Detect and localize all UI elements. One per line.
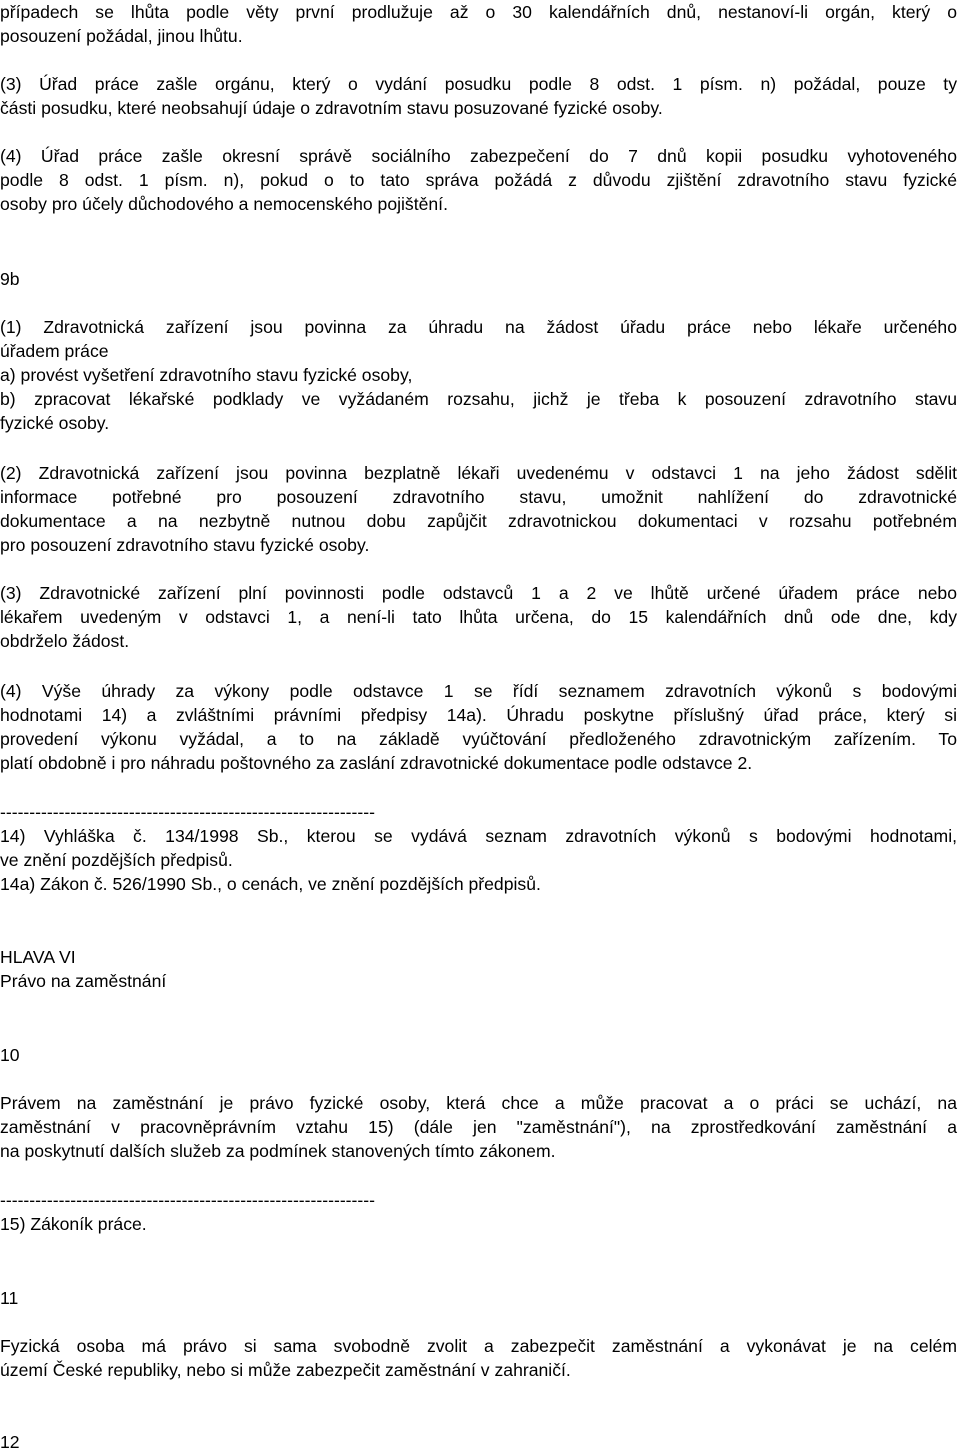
paragraph-9b-4: [0, 679, 957, 775]
section-heading-9b: [0, 267, 957, 291]
text-line: informace potřebné pro posouzení zdravotního stavu, umožnit nahlížení do zdravotnické: [0, 487, 957, 507]
footnote-line: 14a) Zákon č. 526/1990 Sb., o cenách, ve znění pozdějších předpisů.: [0, 874, 541, 894]
text-line: hodnotami 14) a zvláštními právními předpisy 14a). Úhradu poskytne příslušný úřad práce, který si: [0, 705, 957, 725]
paragraph-9b-2: [0, 461, 957, 557]
text-line: (4) Úřad práce zašle okresní správě sociálního zabezpečení do 7 dnů kopii posudku vyhotoveného: [0, 146, 957, 166]
text-line: případech se lhůta podle věty první prodlužuje až o 30 kalendářních dnů, nestanoví-li orgán, který o: [0, 2, 957, 22]
footnote-line: 15) Zákoník práce.: [0, 1214, 147, 1234]
section-heading: 9b: [0, 269, 20, 289]
text-line: podle 8 odst. 1 písm. n), pokud o to tato správa požádá z důvodu zjištění zdravotního stavu fyzické: [0, 170, 957, 190]
text-line: dokumentace a na nezbytně nutnou dobu zapůjčit zdravotnickou dokumentaci v rozsahu potřebném: [0, 511, 957, 531]
section-heading: 10: [0, 1045, 20, 1065]
text-line: (2) Zdravotnická zařízení jsou povinna bezplatně lékaři uvedenému v odstavci 1 na jeho žádost sdělit: [0, 463, 957, 483]
text-line: pro posouzení zdravotního stavu fyzické osoby.: [0, 535, 370, 555]
paragraph-4: [0, 144, 957, 216]
section-heading-12: [0, 1430, 957, 1454]
text-line: území České republiky, nebo si může zabezpečit zaměstnání v zahraničí.: [0, 1360, 571, 1380]
section-heading: 12: [0, 1432, 20, 1452]
section-heading: 11: [0, 1288, 19, 1308]
text-line: (4) Výše úhrady za výkony podle odstavce 1 se řídí seznamem zdravotních výkonů s bodovými: [0, 681, 957, 701]
text-line: (1) Zdravotnická zařízení jsou povinna za úhradu na žádost úřadu práce nebo lékaře určeného: [0, 317, 957, 337]
text-line: osoby pro účely důchodového a nemocenského pojištění.: [0, 194, 448, 214]
text-line: b) zpracovat lékařské podklady ve vyžádaném rozsahu, jichž je třeba k posouzení zdravotního stavu: [0, 389, 957, 409]
paragraph-9b-3: [0, 581, 957, 653]
text-line: platí obdobně i pro náhradu poštovného za zaslání zdravotnické dokumentace podle odstavce 2.: [0, 753, 753, 773]
footnote-separator: [0, 800, 957, 824]
chapter-number: HLAVA VI: [0, 947, 76, 967]
text-line: posouzení požádal, jinou lhůtu.: [0, 26, 243, 46]
paragraph-9b-1: [0, 315, 957, 435]
footnote-15: [0, 1212, 957, 1236]
text-line: Právem na zaměstnání je právo fyzické osoby, která chce a může pracovat a o práci se uchází, na: [0, 1093, 957, 1113]
section-heading-11: [0, 1286, 957, 1310]
text-line: a) provést vyšetření zdravotního stavu fyzické osoby,: [0, 365, 413, 385]
chapter-title: Právo na zaměstnání: [0, 971, 167, 991]
text-line: na poskytnutí dalších služeb za podmínek stanovených tímto zákonem.: [0, 1141, 556, 1161]
text-line: lékařem uvedeným v odstavci 1, a není-li tato lhůta určena, do 15 kalendářních dnů ode dne, kdy: [0, 607, 957, 627]
separator-line: ----------------------------------------------------------------: [0, 802, 375, 822]
text-line: úřadem práce: [0, 341, 109, 361]
text-line: Fyzická osoba má právo si sama svobodně zvolit a zabezpečit zaměstnání a vykonávat je na celém: [0, 1336, 957, 1356]
text-line: (3) Úřad práce zašle orgánu, který o vydání posudku podle 8 odst. 1 písm. n) požádal, pouze ty: [0, 74, 957, 94]
text-line: provedení výkonu vyžádal, a to na základě vyúčtování předloženého zdravotnickým zařízením. To: [0, 729, 957, 749]
text-line: obdrželo žádost.: [0, 631, 130, 651]
section-heading-10: [0, 1043, 957, 1067]
text-line: fyzické osoby.: [0, 413, 110, 433]
footnotes-14: [0, 824, 957, 896]
paragraph-11: [0, 1334, 957, 1382]
paragraph-10: [0, 1091, 957, 1163]
chapter-heading: [0, 945, 957, 993]
text-line: zaměstnání v pracovněprávním vztahu 15) (dále jen "zaměstnání"), na zprostředkování zaměstnání a: [0, 1117, 957, 1137]
paragraph-3: [0, 72, 957, 120]
footnote-line: 14) Vyhláška č. 134/1998 Sb., kterou se vydává seznam zdravotních výkonů s bodovými hodnotami,: [0, 826, 957, 846]
separator-line: ----------------------------------------------------------------: [0, 1190, 375, 1210]
footnote-line: ve znění pozdějších předpisů.: [0, 850, 233, 870]
paragraph-lhuta: [0, 0, 957, 48]
text-line: části posudku, které neobsahují údaje o zdravotním stavu posuzované fyzické osoby.: [0, 98, 663, 118]
footnote-separator-2: [0, 1188, 957, 1212]
text-line: (3) Zdravotnické zařízení plní povinnosti podle odstavců 1 a 2 ve lhůtě určené úřadem práce nebo: [0, 583, 957, 603]
